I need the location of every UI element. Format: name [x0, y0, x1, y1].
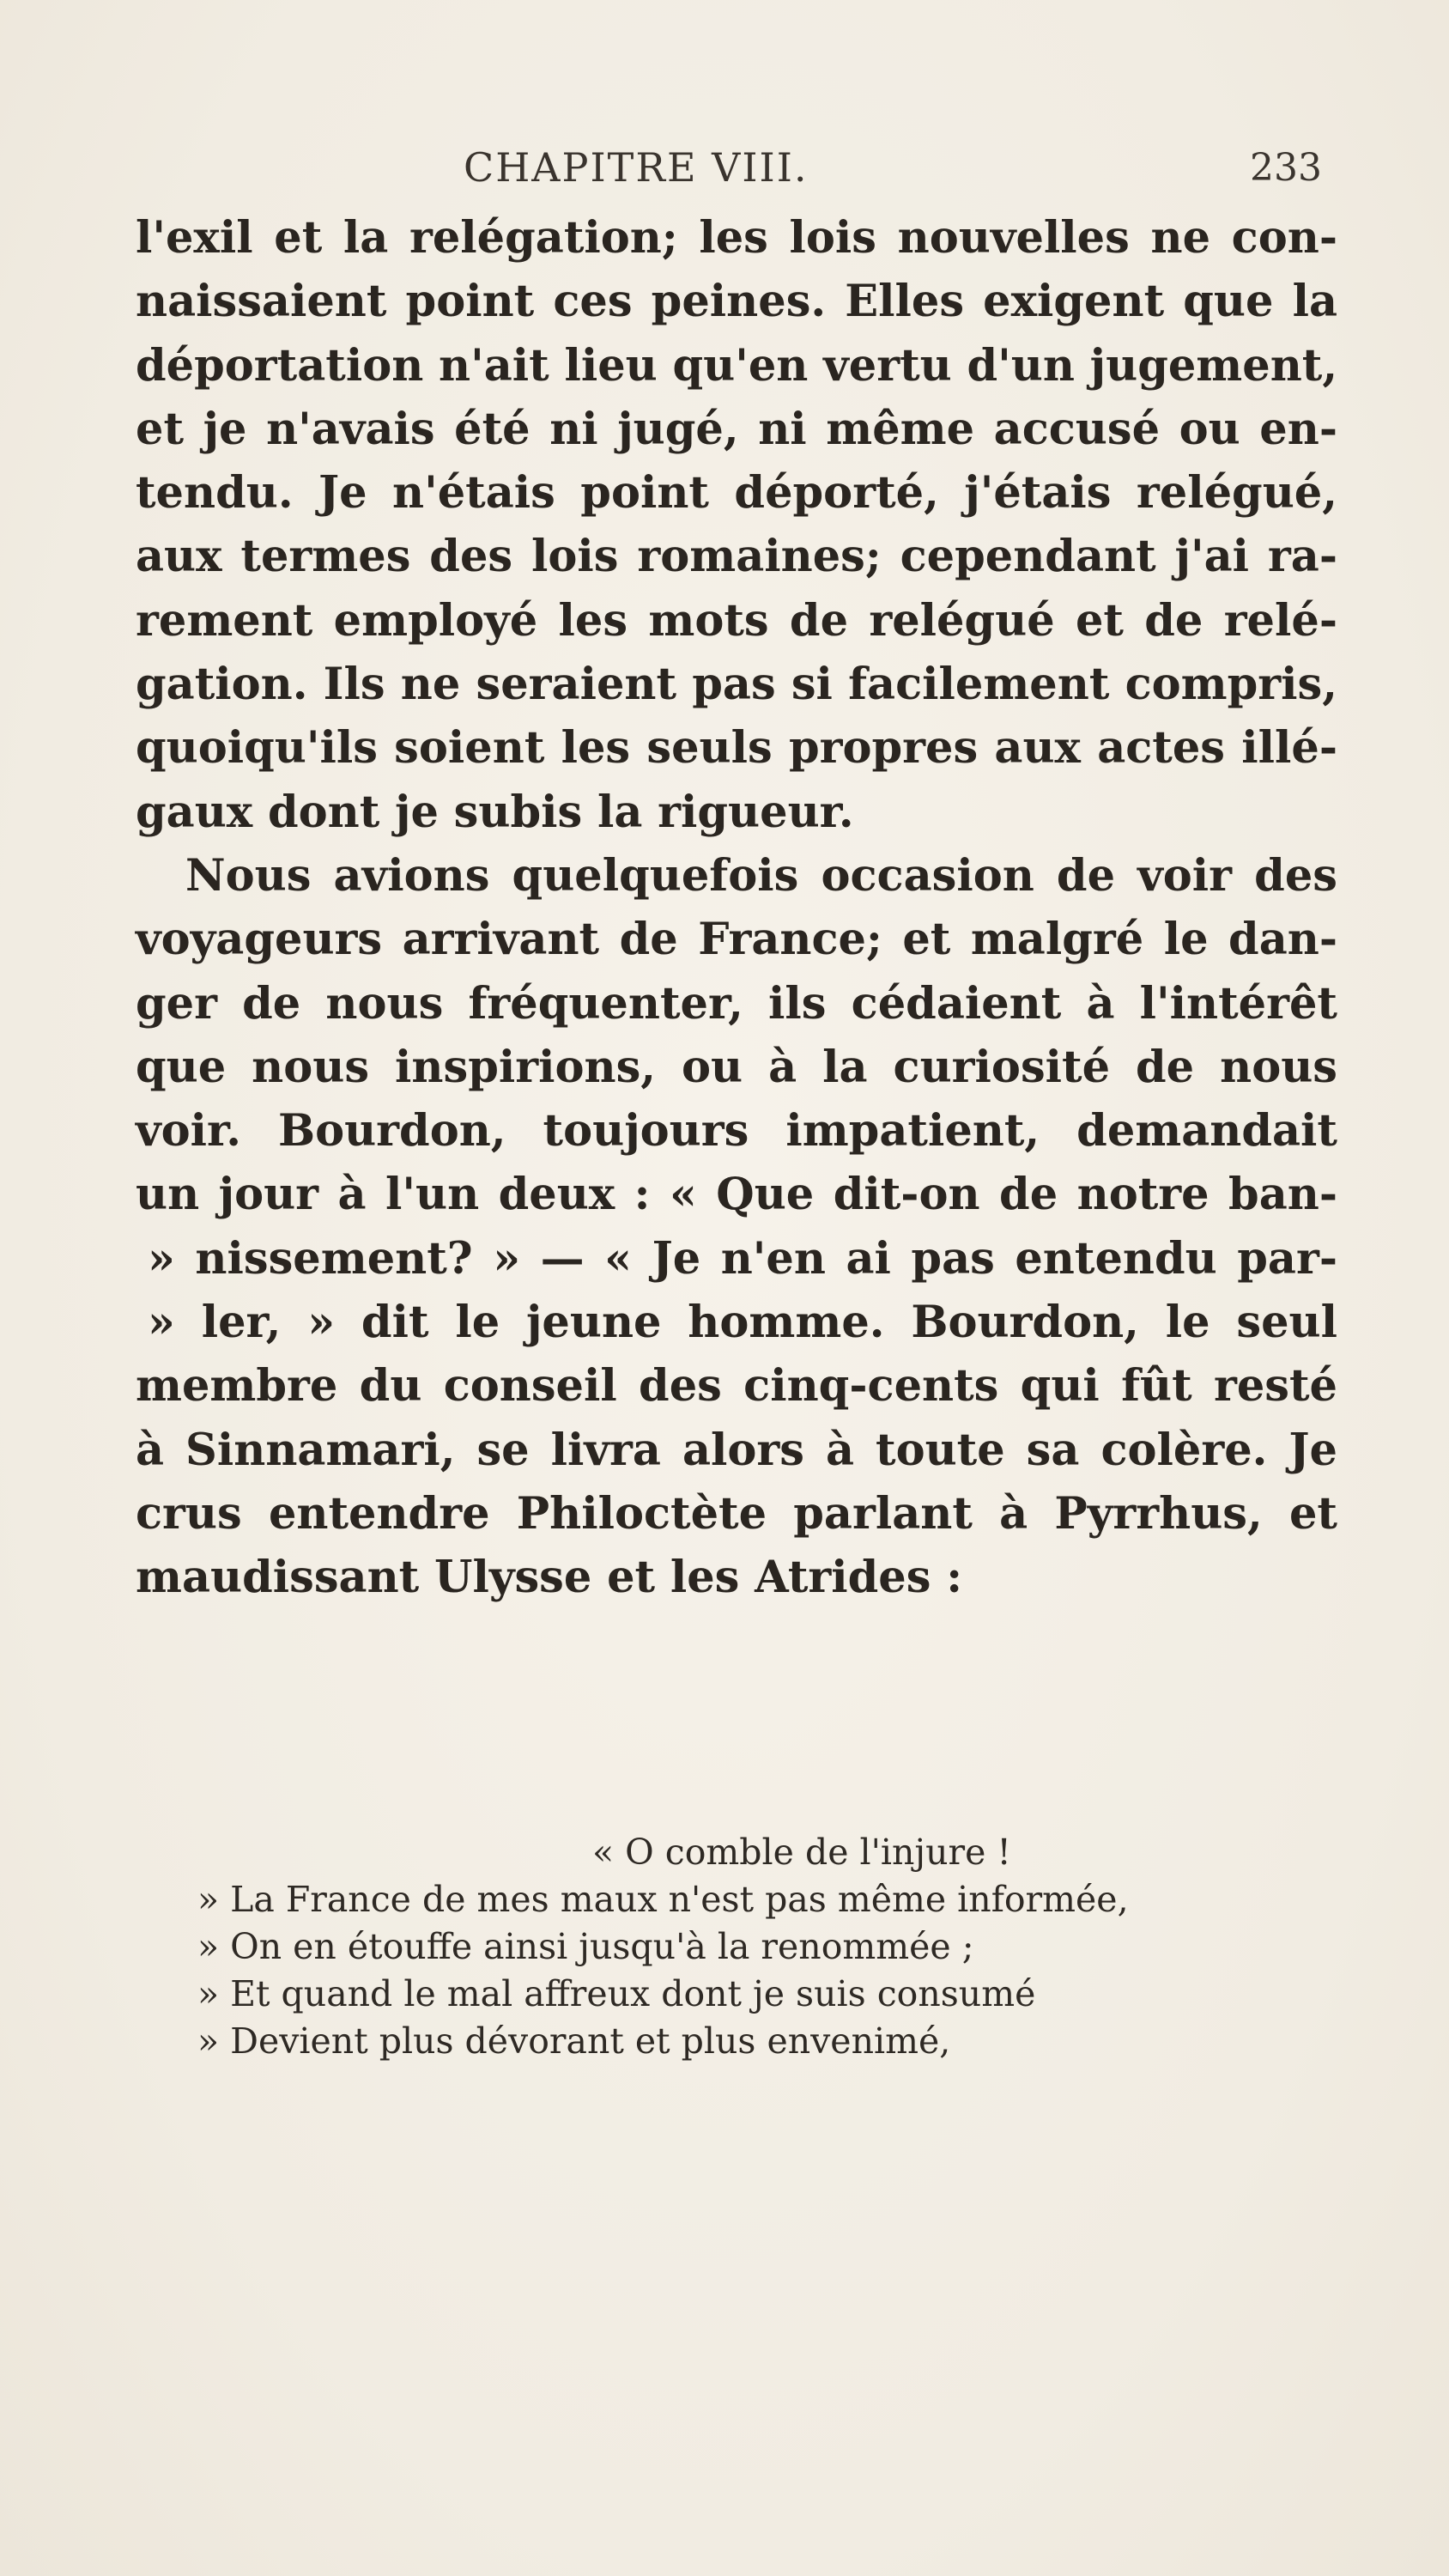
text-line: aux termes des lois romaines; cependant j'ai ra-: [136, 531, 1337, 583]
text-line: tendu. Je n'étais point déporté, j'étais relégué,: [136, 467, 1337, 519]
page-number: 233: [1250, 146, 1322, 190]
text-line: rement employé les mots de relégué et de relé-: [136, 594, 1337, 647]
text-line: voyageurs arrivant de France; et malgré le dan-: [136, 914, 1337, 966]
text-line: que nous inspirions, ou à la curiosité de nous: [136, 1041, 1337, 1093]
text-line: à Sinnamari, se livra alors à toute sa colère. Je: [136, 1424, 1337, 1476]
text-line: crus entendre Philoctète parlant à Pyrrhus, et: [136, 1487, 1337, 1540]
text-line: gation. Ils ne seraient pas si facilement compris,: [136, 659, 1337, 711]
text-line: un jour à l'un deux : « Que dit-on de notre ban-: [136, 1169, 1337, 1221]
text-line: ger de nous fréquenter, ils cédaient à l'intérêt: [136, 977, 1337, 1030]
body-text: [136, 206, 1337, 1610]
text-line: déportation n'ait lieu qu'en vertu d'un jugement,: [136, 339, 1338, 392]
verse-line: » On en étouffe ainsi jusqu'à la renommée ;: [197, 1926, 974, 1967]
text-line: membre du conseil des cinq-cents qui fût resté: [136, 1360, 1337, 1413]
text-line: quoiqu'ils soient les seuls propres aux actes illé-: [136, 722, 1337, 775]
text-line: naissaient point ces peines. Elles exigent que la: [136, 276, 1337, 328]
page-header: [464, 144, 1322, 196]
verse-line: » La France de mes maux n'est pas même informée,: [197, 1879, 1129, 1920]
verse-quotation: [197, 1829, 1279, 2065]
text-line: maudissant Ulysse et les Atrides :: [136, 1552, 963, 1604]
verse-line: « O comble de l'injure !: [592, 1832, 1011, 1873]
text-line: voir. Bourdon, toujours impatient, demandait: [136, 1105, 1337, 1157]
text-line: et je n'avais été ni jugé, ni même accusé ou en-: [136, 403, 1337, 455]
running-title: CHAPITRE VIII.: [464, 144, 809, 191]
text-line: l'exil et la relégation; les lois nouvelles ne con-: [136, 212, 1337, 264]
verse-line: » Et quand le mal affreux dont je suis consumé: [197, 1973, 1036, 2014]
text-line: gaux dont je subis la rigueur.: [136, 786, 854, 838]
text-line: Nous avions quelquefois occasion de voir des: [185, 849, 1337, 902]
text-line: » nissement? » — « Je n'en ai pas entendu par-: [148, 1232, 1337, 1285]
text-line: » ler, » dit le jeune homme. Bourdon, le seul: [148, 1297, 1337, 1349]
verse-line: » Devient plus dévorant et plus envenimé,: [197, 2020, 951, 2062]
